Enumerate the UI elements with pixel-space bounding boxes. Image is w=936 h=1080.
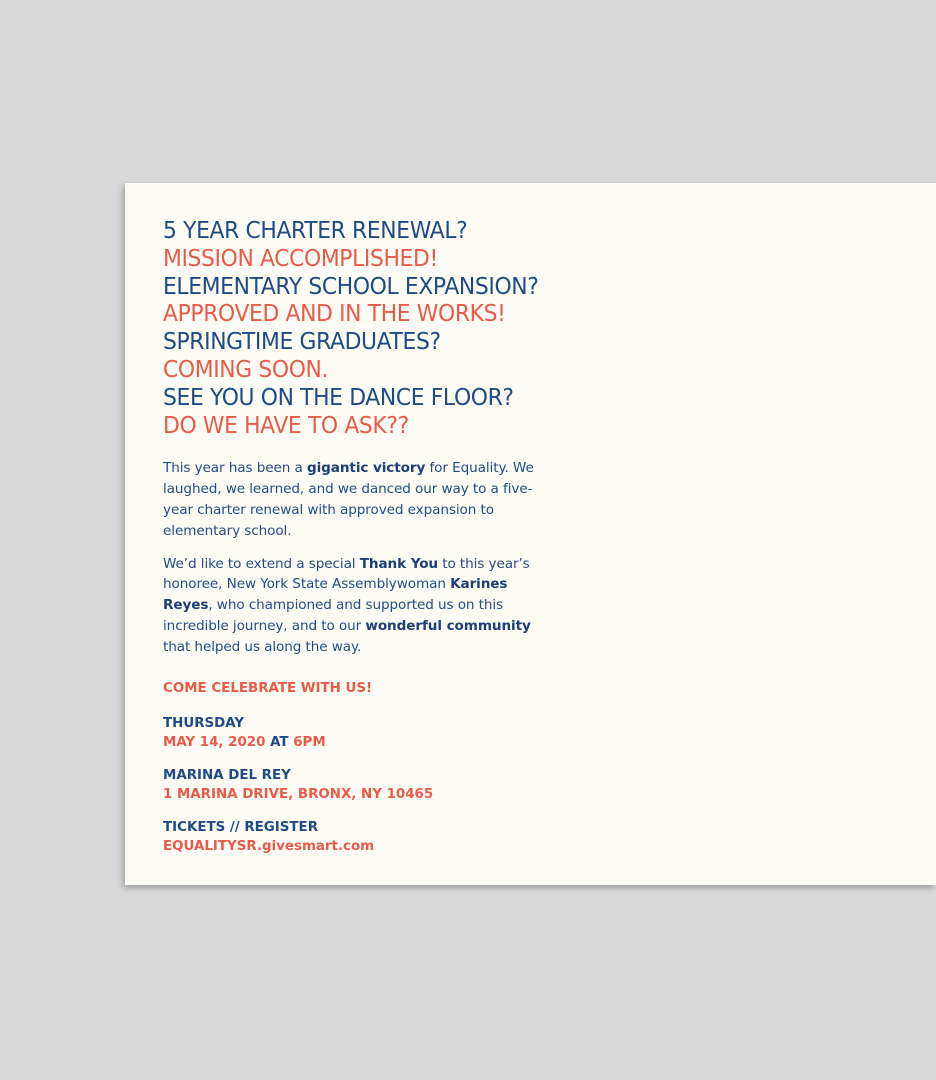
- headline-answer: APPROVED AND IN THE WORKS!: [163, 299, 506, 328]
- headline-answer: COMING SOON.: [163, 354, 329, 383]
- paragraph-text: We’d like to extend a special: [163, 555, 360, 572]
- event-at: AT: [265, 735, 294, 751]
- headline-answer: MISSION ACCOMPLISHED!: [163, 243, 438, 272]
- headline-question: SPRINGTIME GRADUATES?: [163, 327, 441, 356]
- headline-question: SEE YOU ON THE DANCE FLOOR?: [163, 382, 514, 411]
- tickets-label: TICKETS // REGISTER: [163, 819, 319, 835]
- event-date: MAY 14, 2020: [163, 735, 266, 751]
- paragraph-text: that helped us along the way.: [163, 638, 362, 655]
- paragraph-text: This year has been a: [163, 460, 307, 477]
- tickets-link[interactable]: EQUALITYSR.givesmart.com: [163, 839, 375, 855]
- emphasis-text: Thank You: [359, 555, 439, 572]
- paragraph-text: , who championed and supported us on this incredible journey, and to our: [163, 597, 504, 634]
- event-date-time: [163, 733, 593, 753]
- event-venue: MARINA DEL REY: [163, 767, 291, 783]
- call-to-action: COME CELEBRATE WITH US!: [163, 680, 373, 696]
- event-address: 1 MARINA DRIVE, BRONX, NY 10465: [163, 787, 434, 803]
- emphasis-text: gigantic victory: [306, 460, 426, 477]
- event-day: THURSDAY: [163, 715, 245, 731]
- headline: [163, 217, 563, 439]
- paragraph-victory: [163, 458, 558, 541]
- paragraph-text: for Equality. We laughed, we learned, and we danced our way to a five-year charter renewal with approved expansion to elementary school.: [163, 460, 534, 539]
- tickets-block: [163, 818, 593, 857]
- event-date-block: [163, 714, 593, 753]
- card-content: [163, 217, 593, 857]
- honoree-name: Karines Reyes: [163, 576, 508, 614]
- emphasis-text: wonderful community: [365, 617, 531, 634]
- event-venue-block: [163, 766, 593, 805]
- headline-question: ELEMENTARY SCHOOL EXPANSION?: [163, 271, 539, 300]
- headline-question: 5 YEAR CHARTER RENEWAL?: [163, 216, 468, 244]
- paragraph-text: to this year’s honoree, New York State Assemblywoman: [163, 555, 530, 593]
- paragraph-thank-you: [163, 554, 558, 658]
- body-text: [163, 458, 558, 657]
- event-details: [163, 714, 593, 857]
- event-time: 6PM: [293, 735, 326, 751]
- invitation-card: [125, 183, 936, 885]
- headline-answer: DO WE HAVE TO ASK??: [163, 410, 409, 439]
